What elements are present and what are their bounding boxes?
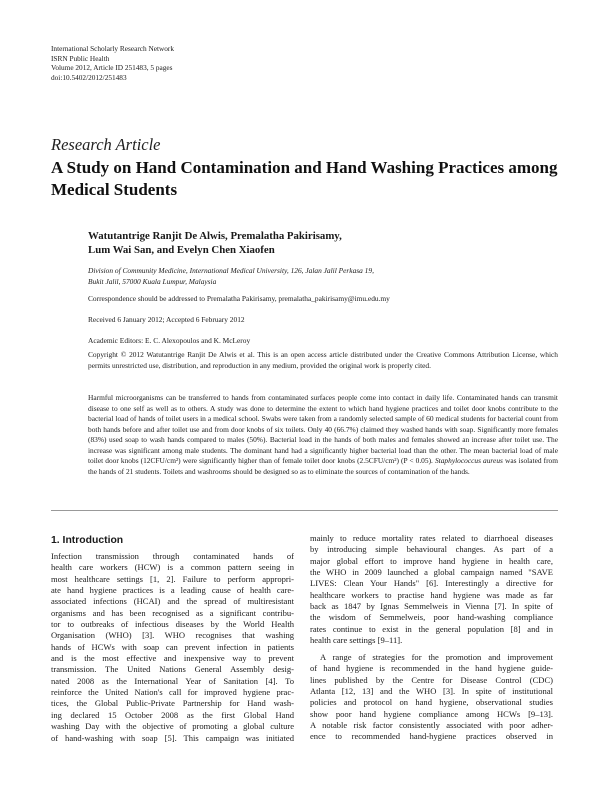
- body-line: ing declared 15 October 2008 as the first Global Hand: [51, 709, 294, 720]
- correspondence: Correspondence should be addressed to Premalatha Pakirisamy, premalatha_pakirisamy@imu.edu.my: [88, 294, 390, 303]
- body-line: Organisation (WHO) [3]. WHO recognises that washing: [51, 630, 294, 641]
- journal-header: [51, 44, 174, 82]
- body-line: lines published by the Centre for Disease Control (CDC): [310, 674, 553, 685]
- author-line: Watutantrige Ranjit De Alwis, Premalatha Pakirisamy,: [88, 230, 342, 242]
- body-line: the wisdom of Semmelweis, poor hand-washing compliance: [310, 612, 553, 623]
- abstract-text: was isolated from the hands of 21 students. Toilets and washrooms should be designed so as to eliminate the sources of contamination of the hands.: [88, 456, 558, 476]
- body-line: ence to recommended hand-hygiene practices observed in: [310, 731, 553, 742]
- abstract-text: Harmful microorganisms can be transferred to hands from contaminated surfaces people come into contact in daily life. Contaminated hands can transmit disease to one self as well as to others. A study was done to determine the extent to which hand hygiene practices and toilet door knobs contribute to the bacterial load of hands of toilet users in a medical school. Swabs were taken from a randomly selected sample of 60 medical students for bacterial count from both hands before and after toilet use and from door knobs of six toilets. Only 40 (66.7%) claimed they washed hands with soap. Significantly more females (83%) used soap to wash hands compared to males (50%). Bacterial load in the hands of both males and females showed an increase after toilet use. The increase was significant among male students. The dominant hand had a significantly higher bacterial load than the other. The mean bacterial load of male toilet door knobs (12CFU/cm²) were significantly higher than of female toilet door knobs (2.5CFU/cm²) (P < 0.05).: [88, 393, 558, 465]
- copyright-notice: Copyright © 2012 Watutantrige Ranjit De Alwis et al. This is an open access article distributed under the Creative Commons Attribution License, which permits unrestricted use, distribution, and reproduction in any medium, provided the original work is properly cited.: [88, 350, 558, 370]
- abstract: [88, 393, 558, 477]
- body-line: Infection transmission through contaminated hands of: [51, 551, 294, 561]
- body-column-right: [310, 533, 553, 743]
- body-line: the WHO in 2009 launched a global campaign named "SAVE: [310, 567, 553, 578]
- dates: Received 6 January 2012; Accepted 6 February 2012: [88, 315, 245, 324]
- body-line: transmission. The United Nations General Assembly desig-: [51, 664, 294, 675]
- affiliation-line: Division of Community Medicine, International Medical University, 126, Jalan Jalil Perkasa 19,: [88, 266, 374, 275]
- body-line: healthcare workers to practise hand hygiene was made as far: [310, 589, 553, 600]
- body-line: back as 1847 by Ignas Semmelweis in Vienna [7]. In spite of: [310, 601, 553, 612]
- abstract-organism: Staphylococcus aureus: [434, 456, 503, 465]
- academic-editors: Academic Editors: E. C. Alexopoulos and K. McLeroy: [88, 336, 251, 345]
- doi: doi:10.5402/2012/251483: [51, 72, 127, 82]
- author-line: Lum Wai San, and Evelyn Chen Xiaofen: [88, 244, 275, 257]
- body-line: associated infections (HCAI) and the spread of multiresistant: [51, 596, 294, 607]
- body-line: organisms and has been recognised as a significant contribu-: [51, 607, 294, 618]
- body-line: Atlanta [12, 13] and the WHO [3]. In spite of institutional: [310, 685, 553, 696]
- body-line: by introducing simple behavioural changes. As part of a: [310, 544, 553, 555]
- body-line: of hand hygiene is recommended in the hand hygiene guide-: [310, 663, 553, 674]
- body-line: health care workers (HCW) is a common pattern seeing in: [51, 562, 294, 573]
- article-title: A Study on Hand Contamination and Hand Washing Practices among Medical Students: [51, 158, 558, 199]
- section-heading: 1. Introduction: [51, 535, 124, 546]
- body-line: LIVES: Clean Your Hands" [6]. Interestingly a directive for: [310, 578, 553, 589]
- body-line: mainly to reduce mortality rates related to diarrhoeal diseases: [310, 533, 553, 543]
- section-divider: [51, 510, 558, 511]
- body-line: ate hand hygiene practices is a leading cause of health care-: [51, 585, 294, 596]
- body-line: most healthcare settings [1, 2]. Failure to perform appropri-: [51, 573, 294, 584]
- body-line: health care settings [9–11].: [310, 635, 403, 646]
- body-line: A range of strategies for the promotion and improvement: [320, 651, 553, 662]
- affiliation: [88, 266, 508, 287]
- body-line: policies and protocol on hand hygiene, observational studies: [310, 697, 553, 708]
- body-line: tices, the Global Public-Private Partnership for Hand wash-: [51, 698, 294, 709]
- body-line: hands of HCWs with soap can prevent infection in patients: [51, 641, 294, 652]
- journal-name: International Scholarly Research Network: [51, 44, 174, 53]
- body-line: reinforce the United Nation's call for improved hygiene prac-: [51, 687, 294, 698]
- publication-name: ISRN Public Health: [51, 53, 110, 63]
- body-line: and is the most effective and inexpensive way to prevent: [51, 653, 294, 664]
- affiliation-line: Bukit Jalil, 57000 Kuala Lumpur, Malaysia: [88, 276, 217, 286]
- author-list: [88, 229, 448, 258]
- body-line: show poor hand hygiene compliance among HCWs [9–13].: [310, 708, 553, 719]
- article-type-label: Research Article: [51, 135, 161, 154]
- body-line: A notable risk factor consistently associated with poor adher-: [310, 720, 553, 730]
- body-line: rates continue to exist in the general population [8] and in: [310, 623, 553, 634]
- volume-info: Volume 2012, Article ID 251483, 5 pages: [51, 63, 173, 73]
- body-line: major global effort to improve hand hygiene in health care,: [310, 555, 553, 566]
- body-line: of hand-washing with soap [5]. This campaign was initiated: [51, 732, 294, 743]
- body-line: washing Day with the objective of promoting a global culture: [51, 721, 294, 732]
- body-line: tor to outbreaks of infectious diseases by the World Health: [51, 619, 294, 630]
- body-column-left: [51, 551, 294, 744]
- body-line: nated 2008 as the International Year of Sanitation [4]. To: [51, 675, 294, 686]
